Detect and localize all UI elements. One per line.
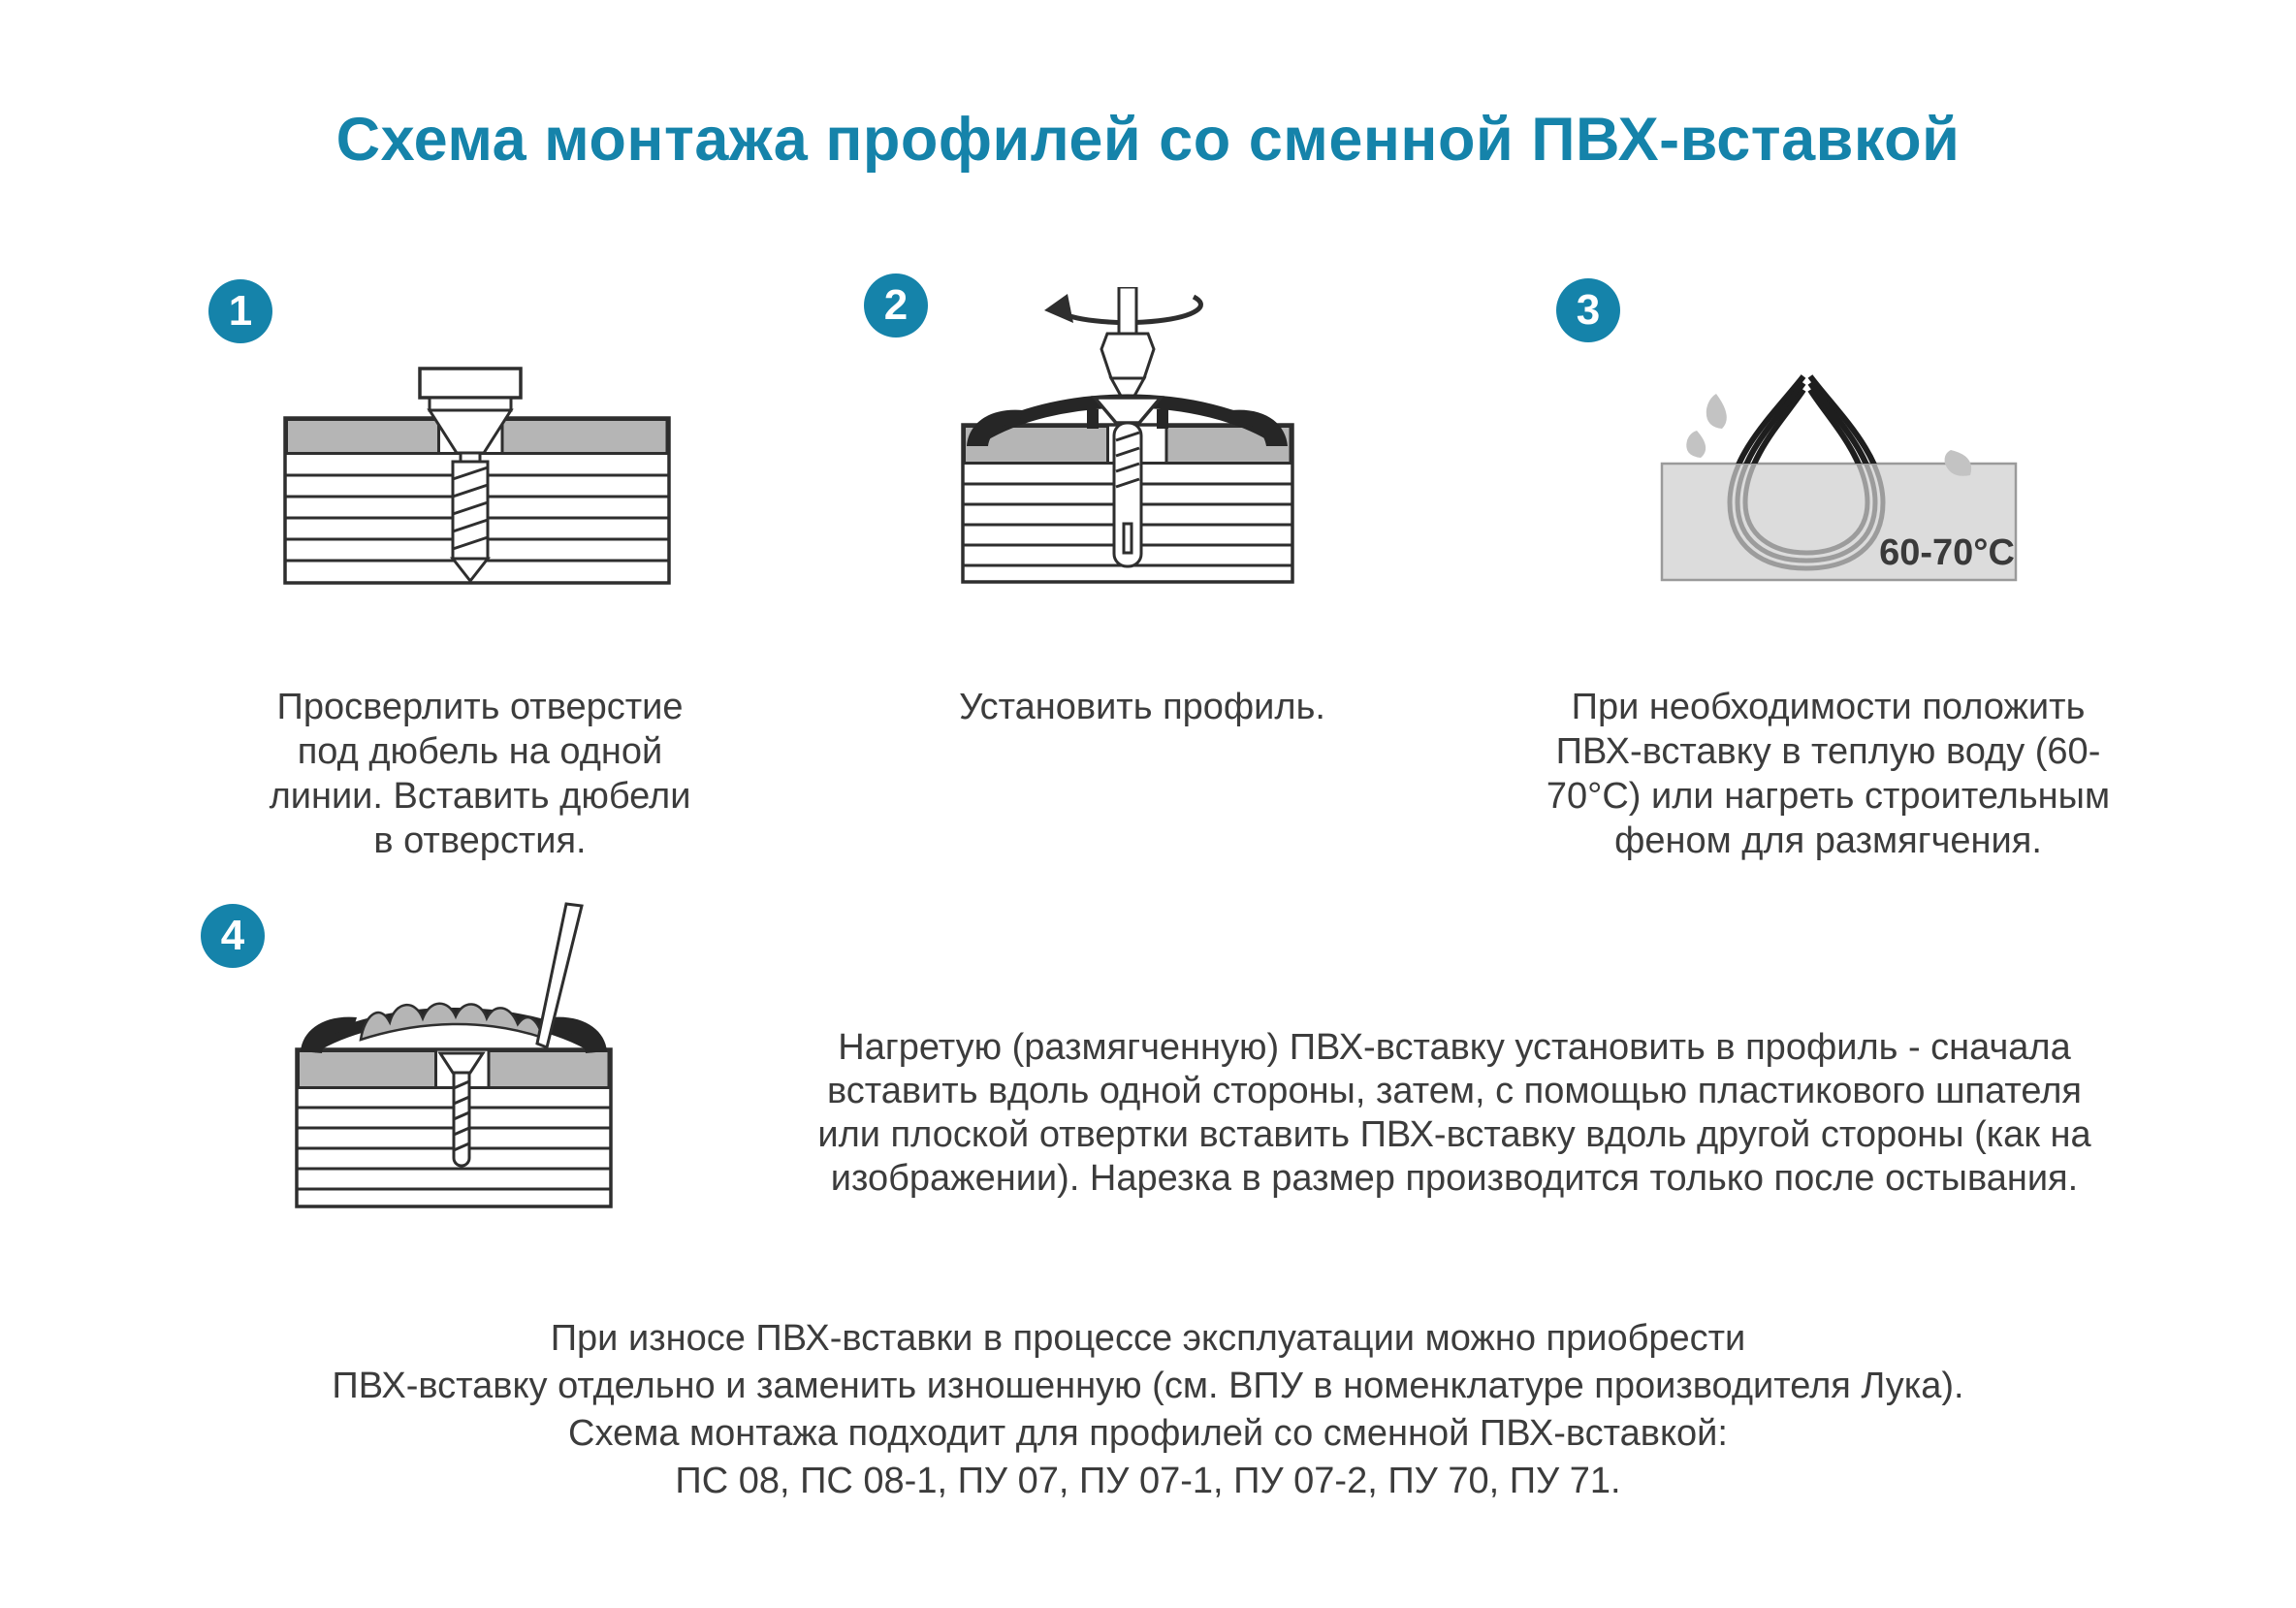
caption-line: изображении). Нарезка в размер производится только после остывания. [830,1158,2079,1199]
droplet-icon [1686,431,1706,458]
step-2-badge [864,273,928,338]
step-3-caption [1482,685,2175,863]
caption-line: в отверстия. [373,820,587,861]
caption-line: Просверлить отверстие [276,687,684,727]
step-2-caption [900,685,1385,729]
footer-line: ПВХ-вставку отдельно и заменить изношенную (см. ВПУ в номенклатуре производителя Лука). [332,1366,1964,1406]
caption-line: Установить профиль. [959,687,1325,727]
step-4-illustration [279,902,628,1214]
footer-line: ПС 08, ПС 08-1, ПУ 07, ПУ 07-1, ПУ 07-2, ПУ 70, ПУ 71. [675,1461,1621,1501]
footer-line: Схема монтажа подходит для профилей со сменной ПВХ-вставкой: [568,1413,1728,1454]
droplet-icon [1706,394,1727,429]
step-1-badge [208,279,272,343]
step-1-number: 1 [228,287,253,335]
caption-line: вставить вдоль одной стороны, затем, с помощью пластикового шпателя [827,1071,2082,1111]
caption-line: или плоской отвертки вставить ПВХ-вставку вдоль другой стороны (как на [817,1114,2091,1155]
step-3-number: 3 [1576,286,1601,334]
caption-line: 70°C) или нагреть строительным [1546,776,2111,817]
caption-line: феном для размягчения. [1614,820,2042,861]
step-3-badge [1556,278,1620,342]
step-1-caption [233,685,727,863]
step-1-illustration [283,367,671,586]
step-4-caption [722,1026,2186,1201]
step-2-number: 2 [883,281,909,329]
caption-line: Нагретую (размягченную) ПВХ-вставку установить в профиль - сначала [838,1027,2071,1068]
caption-line: линии. Вставить дюбели [269,776,691,817]
footer-line: При износе ПВХ-вставки в процессе эксплуатации можно приобрести [550,1318,1746,1359]
caption-line: При необходимости положить [1571,687,2086,727]
step-3-illustration [1637,367,2063,595]
step-4-number: 4 [220,912,245,959]
step-4-badge [201,904,265,968]
footer-note [0,1315,2296,1505]
screwdriver-icon [1101,287,1154,398]
page-title: Схема монтажа профилей со сменной ПВХ-вставкой [335,106,1961,174]
caption-line: под дюбель на одной [297,731,663,772]
temperature-label: 60-70°C [1879,532,2015,573]
step-2-illustration [945,287,1309,590]
caption-line: ПВХ-вставку в теплую воду (60- [1555,731,2101,772]
pvc-insert-graphic [361,1004,543,1040]
